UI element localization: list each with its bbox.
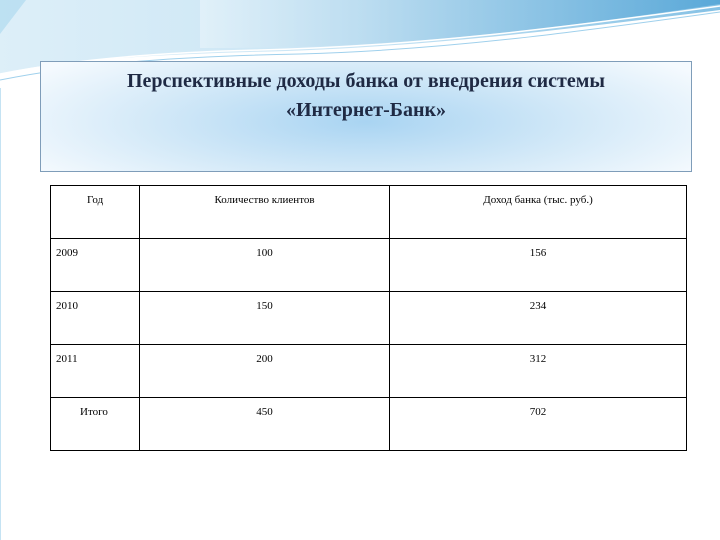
table-cell: [140, 292, 390, 345]
table-cell: [51, 292, 140, 345]
row-year: 2009: [56, 247, 78, 259]
table-row: [51, 292, 687, 345]
slide-title-line2: «Интернет-Банк»: [285, 99, 447, 121]
table-header-cell: [51, 186, 140, 239]
row-total-label: Итого: [80, 406, 108, 418]
table-header-cell: [390, 186, 687, 239]
row-clients: 150: [256, 300, 273, 312]
slide-title: [41, 67, 691, 125]
table-row: [51, 345, 687, 398]
table-cell: [51, 398, 140, 451]
table-header-cell: [140, 186, 390, 239]
table-cell: [390, 398, 687, 451]
table-cell: [390, 239, 687, 292]
header-income: Доход банка (тыс. руб.): [483, 194, 593, 206]
row-year: 2011: [56, 353, 78, 365]
header-clients: Количество клиентов: [214, 194, 315, 206]
table-cell: [390, 292, 687, 345]
row-clients: 100: [256, 247, 273, 259]
row-income: 234: [529, 300, 547, 312]
table-cell: [140, 239, 390, 292]
row-income: 156: [529, 247, 547, 259]
table-cell: [51, 239, 140, 292]
slide-title-line1: Перспективные доходы банка от внедрения системы: [127, 70, 605, 92]
table-cell: [51, 345, 140, 398]
table-cell: [140, 398, 390, 451]
header-year: Год: [87, 194, 104, 206]
table-header-row: [51, 186, 687, 239]
table-row-total: [51, 398, 687, 451]
row-income: 312: [529, 353, 547, 365]
row-income: 702: [529, 406, 547, 418]
income-table: [50, 185, 687, 451]
title-box: [40, 61, 692, 172]
table-cell: [390, 345, 687, 398]
row-clients: 450: [256, 406, 273, 418]
row-clients: 200: [256, 353, 273, 365]
table-row: [51, 239, 687, 292]
table-cell: [140, 345, 390, 398]
row-year: 2010: [56, 300, 78, 312]
